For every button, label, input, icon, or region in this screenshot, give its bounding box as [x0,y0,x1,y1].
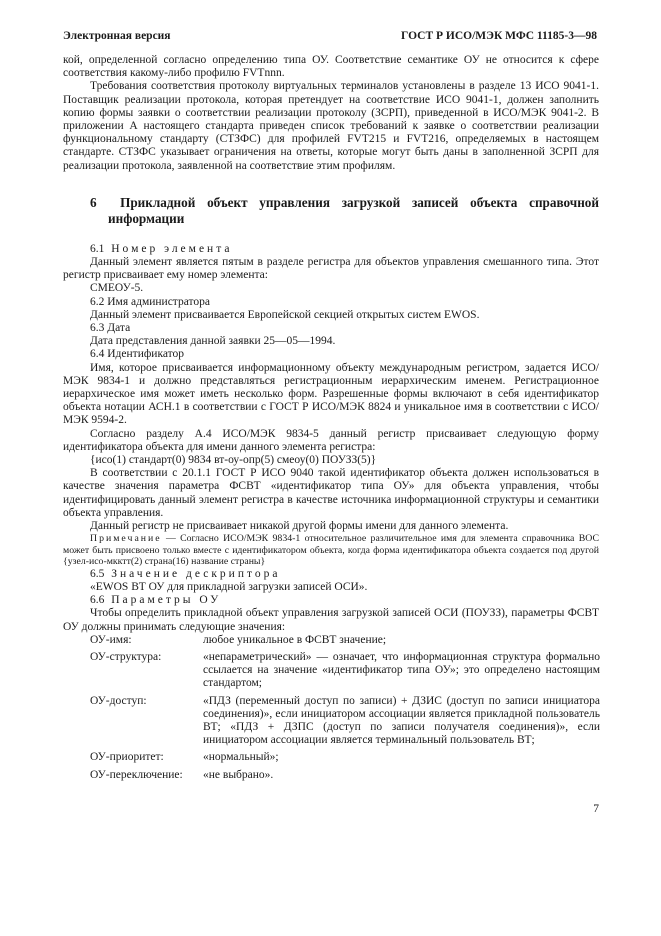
subsection-6-5-text: «EWOS ВТ ОУ для прикладной загрузки записей ОСИ». [90,581,368,593]
subsection-6-4-paragraph-1: Имя, которое присваивается информационному объекту международным регистром, задается ИСО/МЭК 9834-1 и должно представляться регистрационным иерархическим именем. Регистрационное иерархическое имя может иметь несколько форм. Разрешенные формы включают в себя идентификатор объекта нотации АСН.1 в соответствии с ГОСТ Р ИСО/МЭК 8824 и уникальное имя в соответствии с ИСО/МЭК 9594-2. [63,361,599,427]
table-row: ОУ-имя: любое уникальное в ФСВТ значение; [90,633,387,646]
subsection-6-1-heading: 6.1 Номер элемента [90,242,233,255]
subsection-6-6-text: Чтобы определить прикладной объект управления загрузкой записей ОСИ (ПОУЗЗ), параметры ФСВТ ОУ должны принимать следующие значения: [63,607,599,633]
subsection-6-5-heading: 6.5 Значение дескриптора [90,567,281,580]
subsection-6-4-paragraph-4: Данный регистр не присваивает никакой другой формы имени для данного элемента. [90,520,509,533]
intro-paragraph-2: Требования соответствия протоколу виртуальных терминалов установлены в разделе 13 ИСО 9041-1. Поставщик реализации протокола, которая претендует на соответствие ИСО 9041-1, должен заполнить копию формы заявки о соответствии реализации протоколу (ЗСРП), приведенной в ИСО/МЭК 9041-2. В приложении А настоящего стандарта приведен список требований к заявке о соответствии реализации функциональному стандарту (СТЗФС) для профилей FVT215 и FVT216, определяемых в настоящем стандарте. СТЗФС указывает ограничения на ответы, которые могут быть даны в заполненной ЗСРП для реализации протокола, заявленной на соответствие этим профилям. [63,80,599,172]
subsection-6-1-text: Данный элемент является пятым в разделе регистра для объектов управления смешанного типа. Этот регистр присваивает ему номер элемента: [63,256,599,282]
subsection-6-2-heading: 6.2 Имя администратора [90,295,210,308]
parameters-table [90,634,600,786]
note-label: Примечание [90,533,162,545]
subsection-6-1-element-number: СМЕОУ-5. [90,282,144,295]
subsection-6-3-heading: 6.3 Дата [90,322,131,335]
intro-paragraph-1: кой, определенной согласно определению типа ОУ. Соответствие семантике ОУ не относится к сфере соответствия какому-либо профилю FVTnnn. [63,54,599,80]
section-6-number: 6 [90,194,97,210]
note-text: — Согласно ИСО/МЭК 9834-1 относительное различительное имя для элемента справочника ВОС может быть присвоено только вместе с идентификатором объекта, когда форма идентификатора объекта создается под другой {узел-исо-мкктт(2) страна(16) название страны} [63,533,599,568]
object-identifier-value: {исо(1) стандарт(0) 9834 вт-оу-опр(5) смеоу(0) ПОУЗЗ(5)} [90,454,377,467]
note-paragraph [63,533,599,568]
page-number: 7 [593,803,599,815]
table-row: ОУ-переключение: «не выбрано». [90,768,274,781]
page-content [63,54,599,786]
section-6-title: Прикладной объект управления загрузкой записей объекта справочной информации [108,194,599,226]
table-row: ОУ-приоритет: «нормальный»; [90,751,279,764]
subsection-6-4-paragraph-3: В соответствии с 20.1.1 ГОСТ Р ИСО 9040 такой идентификатор объекта должен использоваться в качестве значения параметра ФСВТ «идентификатор типа ОУ» для объекта управления, чтобы идентифицировать данный элемент регистра в качестве источника информационной структуры и семантики объекта управления. [63,467,599,519]
header-standard-number: ГОСТ Р ИСО/МЭК МФС 11185-3—98 [401,30,597,42]
table-row: ОУ-доступ: «ПДЗ (переменный доступ по записи) + ДЗИС (доступ по записи инициатора соединения)», если инициатором ассоциации является прикладной пользователь ВТ; «ПДЗ + ДЗПС (доступ по записи получателя соединения)», если инициатором ассоциации является терминальный пользователь ВТ; [90,694,600,747]
subsection-6-3-text: Дата представления данной заявки 25—05—1994. [90,335,336,348]
subsection-6-4-paragraph-2: Согласно разделу А.4 ИСО/МЭК 9834-5 данный регистр присваивает следующую форму идентификатора объекта для имени данного элемента регистра: [63,427,599,453]
subsection-6-4-heading: 6.4 Идентификатор [90,348,185,361]
subsection-6-2-text: Данный элемент присваивается Европейской секцией открытых систем EWOS. [90,308,480,321]
table-row: ОУ-структура: «непараметрический» — означает, что информационная структура формально ссылается на значение «идентификатор типа ОУ»; это определено настоящим стандартом; [90,651,600,690]
section-6-heading [63,195,599,227]
header-edition-label: Электронная версия [63,30,171,42]
subsection-6-6-heading: 6.6 Параметры ОУ [90,594,222,607]
